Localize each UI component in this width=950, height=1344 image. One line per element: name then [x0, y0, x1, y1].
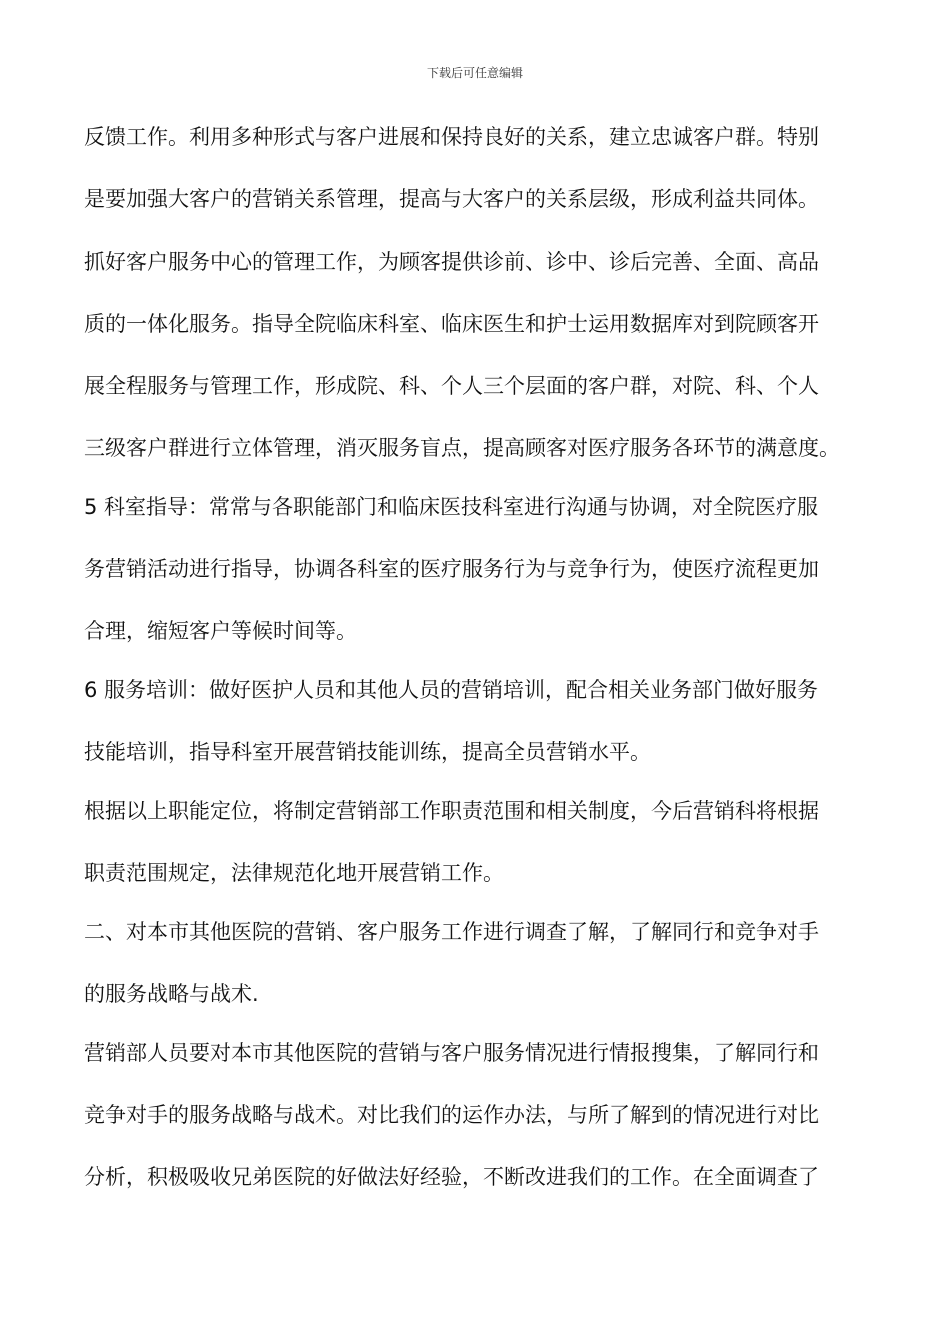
- body-line: 竞争对手的服务战略与战术。对比我们的运作办法，与所了解到的情况进行对比: [84, 1103, 819, 1127]
- body-line: 展全程服务与管理工作，形成院、科、个人三个层面的客户群，对院、科、个人: [84, 374, 819, 398]
- body-line: 三级客户群进行立体管理，消灭服务盲点，提高顾客对医疗服务各环节的满意度。: [84, 436, 840, 460]
- body-line: 合理，缩短客户等候时间等。: [84, 619, 357, 643]
- body-line: 的服务战略与战术.: [84, 982, 259, 1006]
- body-line: 反馈工作。利用多种形式与客户进展和保持良好的关系，建立忠诚客户群。特别: [84, 125, 819, 149]
- body-line: 5 科室指导：常常与各职能部门和临床医技科室进行沟通与协调，对全院医疗服: [84, 495, 819, 519]
- body-line: 质的一体化服务。指导全院临床科室、临床医生和护士运用数据库对到院顾客开: [84, 312, 819, 336]
- body-line: 二、对本市其他医院的营销、客户服务工作进行调查了解，了解同行和竞争对手: [84, 920, 819, 944]
- body-line: 分析，积极吸收兄弟医院的好做法好经验，不断改进我们的工作。在全面调查了: [84, 1165, 819, 1189]
- body-line: 营销部人员要对本市其他医院的营销与客户服务情况进行情报搜集，了解同行和: [84, 1041, 819, 1065]
- body-line: 技能培训，指导科室开展营销技能训练，提高全员营销水平。: [84, 740, 651, 764]
- body-line: 职责范围规定，法律规范化地开展营销工作。: [84, 861, 504, 885]
- body-line: 根据以上职能定位，将制定营销部工作职责范围和相关制度，今后营销科将根据: [84, 799, 819, 823]
- body-line: 是要加强大客户的营销关系管理，提高与大客户的关系层级，形成利益共同体。: [84, 187, 819, 211]
- page-header: 下载后可任意编辑: [426, 66, 523, 80]
- body-line: 务营销活动进行指导，协调各科室的医疗服务行为与竞争行为，使医疗流程更加: [84, 557, 819, 581]
- body-line: 6 服务培训：做好医护人员和其他人员的营销培训，配合相关业务部门做好服务: [84, 678, 819, 702]
- body-line: 抓好客户服务中心的管理工作，为顾客提供诊前、诊中、诊后完善、全面、高品: [84, 250, 819, 274]
